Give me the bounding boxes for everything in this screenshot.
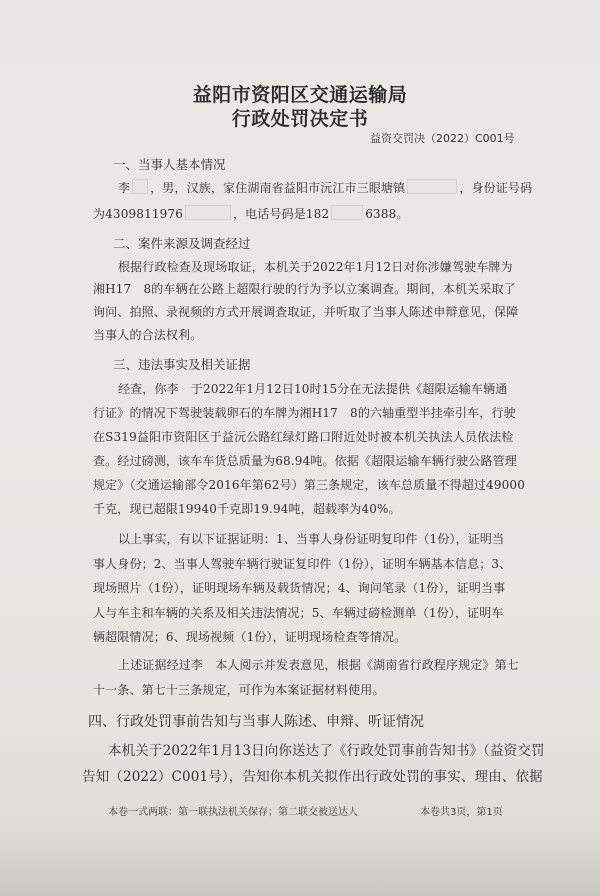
redaction-mark <box>185 205 231 220</box>
document-type-title: 行政处罚决定书 <box>231 108 369 130</box>
party-line-2 <box>93 205 409 222</box>
evidence-review-line: 十一条、第七十三条规定，可作为本案证据材料使用。 <box>93 683 385 697</box>
section-2-heading: 二、案件来源及调查经过 <box>113 236 251 251</box>
party-phone-suffix: 6388。 <box>365 207 409 221</box>
notice-line: 告知（2022）C001号），告知你本机关拟作出行政处罚的事实、理由、依据 <box>82 769 543 785</box>
evidence-line: 辆超限情况；6、现场视频（1份），证明现场检查等情况。 <box>93 630 407 644</box>
evidence-review-line: 上述证据经过李 本人阅示并发表意见，根据《湖南省行政程序规定》第七 <box>118 658 519 672</box>
facts-line: 千克，现已超限19940千克即19.94吨，超载率为40%。 <box>93 502 401 516</box>
party-id-prefix: 为4309811976 <box>93 207 183 221</box>
facts-line: 行证》的情况下驾驶装载卵石的车牌为湘H17 8的六轴重型半挂牵引车，行驶 <box>93 406 516 420</box>
section-1-heading: 一、当事人基本情况 <box>113 157 226 172</box>
evidence-line: 以上事实，有以下证据证明：1、当事人身份证明复印件（1份），证明当 <box>118 532 505 546</box>
document-number: 益资交罚决（2022）C001号 <box>370 132 515 145</box>
facts-line: 经查，你李 于2022年1月12日10时15分在无法提供《超限运输车辆通 <box>118 382 508 396</box>
footer-copies-note: 本卷一式两联：第一联执法机关保存；第二联交被送达人 <box>108 807 358 818</box>
evidence-line: 人与车主和车辆的关系及相关违法情况；5、车辆过磅检测单（1份），证明车 <box>93 606 504 620</box>
party-info-text: ，男，汉族，家住湖南省益阳市沅江市三眼塘镇 <box>150 181 406 195</box>
issuing-authority-title: 益阳市资阳区交通运输局 <box>192 84 408 106</box>
facts-line: 查。经过磅测，该车车货总质量为68.94吨。依据《超限运输车辆行驶公路管理 <box>93 454 517 468</box>
party-line-1 <box>118 179 532 196</box>
evidence-line: 事人身份；2、当事人驾驶车辆行驶证复印件（1份），证明车辆基本信息；3、 <box>93 557 512 571</box>
section-2-line: 询问、拍照、录视频的方式开展调查取证，并听取了当事人陈述申辩意见，保障 <box>93 305 519 319</box>
facts-line: 在S319益阳市资阳区于益沅公路红绿灯路口附近处时被本机关执法人员依法检 <box>93 430 514 444</box>
section-2-line: 当事人的合法权利。 <box>93 328 203 342</box>
redaction-mark <box>132 179 148 194</box>
party-phone-label: ，电话号码是182 <box>233 207 330 221</box>
section-2-line: 根据行政检查及现场取证，本机关于2022年1月12日对你涉嫌驾驶车牌为 <box>118 260 513 274</box>
section-2-line: 湘H17 8的车辆在公路上超限行驶的行为予以立案调查。期间，本机关采取了 <box>93 282 516 296</box>
section-3-heading: 三、违法事实及相关证据 <box>113 357 251 372</box>
footer-page-number: 本卷共3页，第1页 <box>420 807 503 818</box>
redaction-mark <box>407 179 457 194</box>
section-4-heading: 四、行政处罚事前告知与当事人陈述、申辩、听证情况 <box>88 714 424 730</box>
redaction-mark <box>331 205 363 220</box>
party-surname: 李 <box>118 181 131 195</box>
party-id-label: ，身份证号码 <box>459 181 533 195</box>
notice-line: 本机关于2022年1月13日向你送达了《行政处罚事前告知书》（益资交罚 <box>108 743 545 759</box>
facts-line: 规定》（交通运输部令2016年第62号）第三条规定，该车总质量不得超过49000 <box>93 478 525 492</box>
evidence-line: 现场照片（1份），证明现场车辆及载货情况；4、询问笔录（1份），证明当事 <box>93 581 506 595</box>
